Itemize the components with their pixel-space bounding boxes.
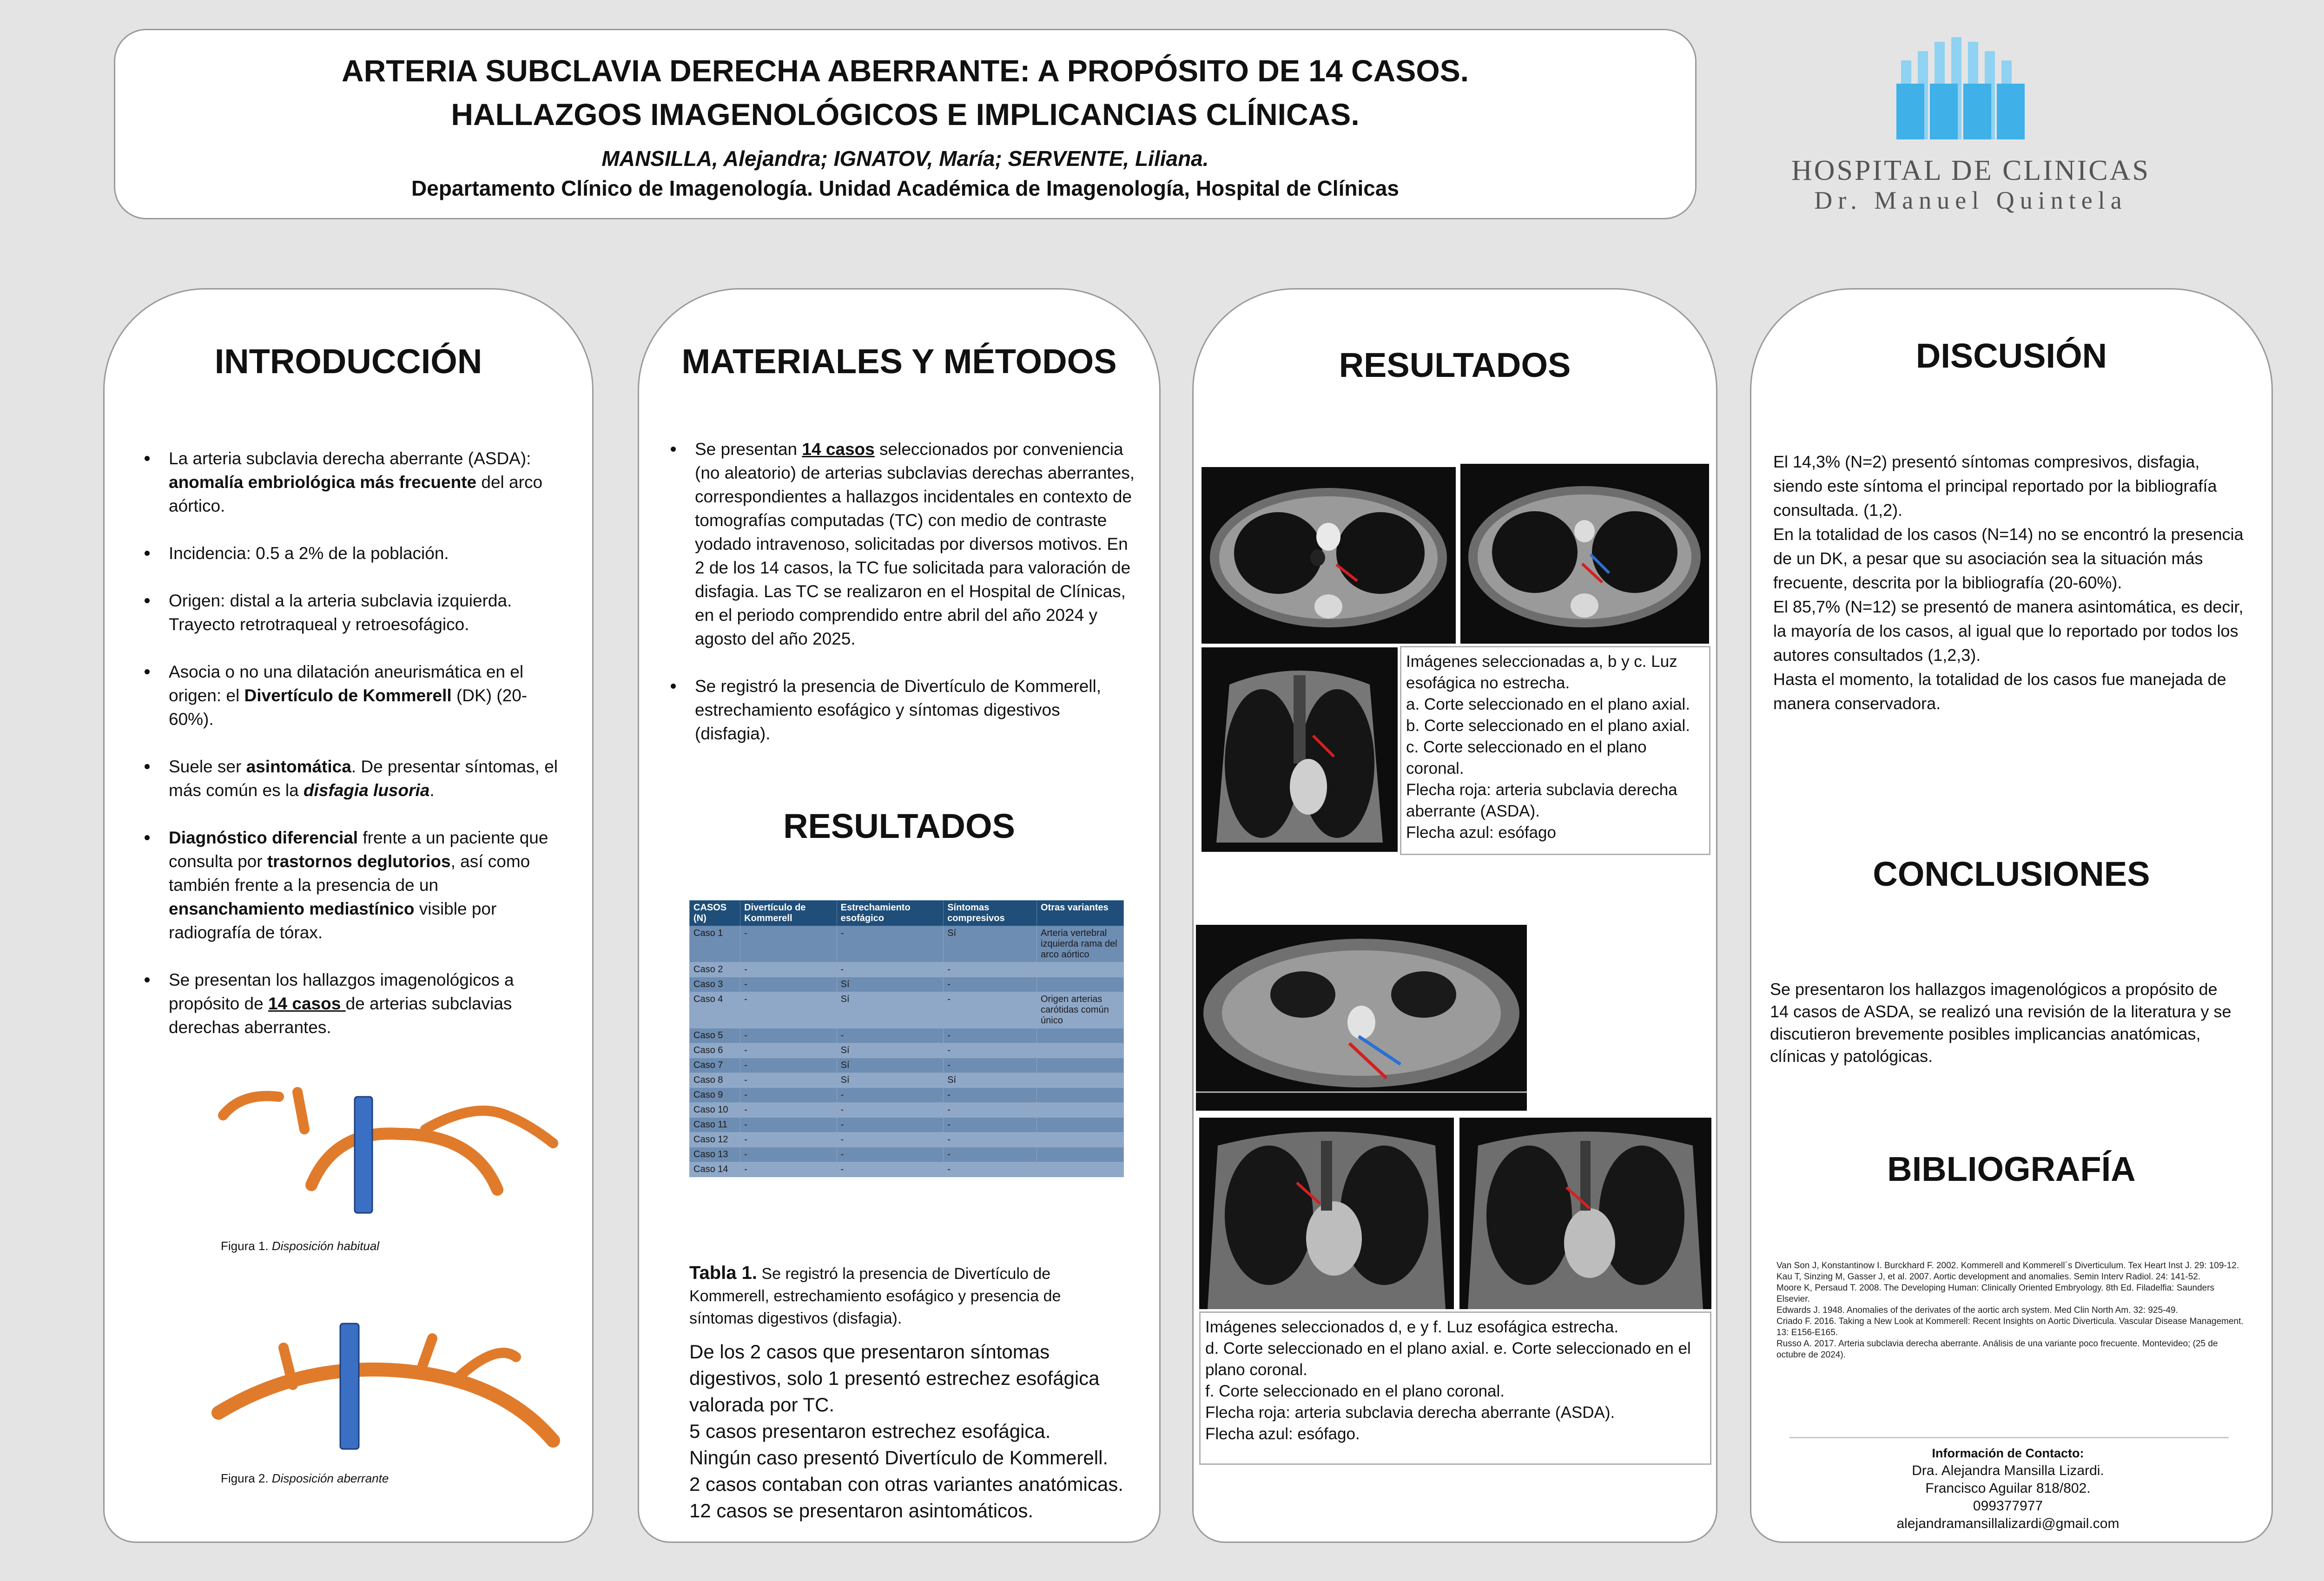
department: Departamento Clínico de Imagenología. Unidad Académica de Imagenología, Hospital de Clínicas [411,176,1399,200]
table-row [690,926,1124,962]
intro-bullet: Se presentan los hallazgos imagenológicos a propósito de 14 casos de arterias subclavias derechas aberrantes. [142,968,569,1039]
table-cell: - [837,1088,944,1103]
hospital-name: HOSPITAL DE CLINICAS [1791,155,2150,186]
contact-address: Francisco Aguilar 818/802. [1925,1481,2091,1496]
discussion-text: El 14,3% (N=2) presentó síntomas compresivos, disfagia, siendo este síntoma el principal reportado por la bibliografía consultada. (1,2). En la totalidad de los casos (N=14) no se encontró la presencia de un DK, a pesar que su asociación sea la situación más frecuente, descrita por la bibliografía (20-60%). El 85,7% (N=12) se presentó de manera asintomática, es decir, la mayoría de los casos, al igual que lo reportado por todos los autores consultados (1,2,3). Hasta el momento, la totalidad de los casos fue manejada de manera conservadora. [1773,452,2244,713]
table-cell [1037,1133,1124,1147]
table-cell [1037,962,1124,977]
table-row [690,992,1124,1028]
hospital-logo-mark [1762,33,2180,158]
bibliography-entry: Moore K, Persaud T. 2008. The Developing Human: Clinically Oriented Embryology. 8th Ed. Filadelfia: Saunders Elsevier. [1776,1283,2215,1304]
table-cell: - [944,1118,1037,1133]
table-cell: Caso 8 [690,1073,740,1088]
table-header-cell: CASOS (N) [690,901,740,926]
table-cell: Sí [837,1073,944,1088]
ct-image-d [1196,925,1527,1111]
contact-info [1780,1444,2236,1533]
table-cell: Caso 7 [690,1058,740,1073]
table-cell: Caso 13 [690,1147,740,1162]
table-cell [1037,1073,1124,1088]
authors: MANSILLA, Alejandra; IGNATOV, María; SERVENTE, Liliana. [601,146,1209,171]
intro-bullet: Origen: distal a la arteria subclavia izquierda. Trayecto retrotraqueal y retroesofágico. [142,589,569,636]
table-cell: Caso 11 [690,1118,740,1133]
methods-title: MATERIALES Y MÉTODOS [681,342,1117,381]
table-row [690,1103,1124,1118]
ct-coronal-e [1199,1118,1454,1309]
intro-bullets [142,447,569,1063]
ct-coronal-f [1459,1118,1711,1309]
table-row [690,1028,1124,1043]
table-cell: - [837,1147,944,1162]
table-cell [1037,1118,1124,1133]
table-cell: - [944,1028,1037,1043]
bibliography-entry: Kau T, Sinzing M, Gasser J, et al. 2007. Aortic development and anomalies. Semin Interv Radiol. 24: 141-52. [1776,1272,2201,1282]
table-cell: - [837,1103,944,1118]
table-cell: - [944,1162,1037,1177]
conclusions-title: CONCLUSIONES [1873,855,2150,893]
table-cell: - [740,977,837,992]
table-cell: - [837,1028,944,1043]
table-cell [1037,977,1124,992]
bibliography-entry: Van Son J, Konstantinow I. Burckhard F. 2002. Kommerell and Kommerell´s Diverticulum. Tex Heart Inst J. 29: 109-12. [1776,1261,2239,1271]
table-cell: - [944,1103,1037,1118]
figure1-normal-arch [214,1078,567,1218]
table-row [690,1133,1124,1147]
methods-summary: De los 2 casos que presentaron síntomas digestivos, solo 1 presentó estrechez esofágica valorada por TC. 5 casos presentaron estrechez esofágica. Ningún caso presentó Divertículo de Kommerell. 2 casos contaban con otras variantes anatómicas. 12 casos se presentaron asintomáticos. [689,1341,1123,1522]
table-row [690,977,1124,992]
table-cell [1037,1058,1124,1073]
ct-image-a [1202,467,1456,644]
table-cell: Caso 1 [690,926,740,962]
table-cell: Sí [837,992,944,1028]
table-cell: - [740,1073,837,1088]
bibliography-entry: Edwards J. 1948. Anomalies of the derivates of the aortic arch system. Med Clin North Am. 32: 925-49. [1776,1305,2178,1315]
contact-name: Dra. Alejandra Mansilla Lizardi. [1912,1463,2104,1478]
bibliography-entry: Russo A. 2017. Arteria subclavia derecha aberrante. Análisis de una variante poco frecuente. Montevideo; (25 de octubre de 2024). [1776,1339,2218,1360]
contact-email[interactable]: alejandramansillalizardi@gmail.com [1896,1516,2119,1531]
bibliography-entry: Criado F. 2016. Taking a New Look at Kommerell: Recent Insights on Aortic Diverticula. Vascular Disease Management. 13: E156-E165. [1776,1317,2244,1337]
ct-coronal-c [1202,647,1398,852]
table-cell: - [944,962,1037,977]
ct-image-e [1199,1118,1454,1309]
table-cell: - [740,1088,837,1103]
methods-bullets [668,437,1137,769]
table-cell: - [837,926,944,962]
title-banner [114,29,1697,219]
table-cell [1037,1103,1124,1118]
bibliography-list [1776,1260,2246,1361]
table-cell: Origen arterias carótidas común único [1037,992,1124,1028]
table-cell: - [740,992,837,1028]
table-cell: - [740,1147,837,1162]
hospital-logo [1762,33,2180,218]
poster-title-line2: HALLAZGOS IMAGENOLÓGICOS E IMPLICANCIAS CLÍNICAS. [451,97,1360,132]
table-cell: Caso 12 [690,1133,740,1147]
table-cell: Caso 3 [690,977,740,992]
intro-bullet: Incidencia: 0.5 a 2% de la población. [142,541,569,565]
table-cell: - [740,926,837,962]
methods-bullet: Se registró la presencia de Divertículo de Kommerell, estrechamiento esofágico y síntomas digestivos (disfagia). [668,674,1137,745]
table-cell: - [740,1103,837,1118]
table-cell: Caso 10 [690,1103,740,1118]
table-cell: Sí [944,926,1037,962]
table-caption: Tabla 1. Se registró la presencia de Divertículo de Kommerell, estrechamiento esofágico y presencia de síntomas digestivos (disfagia). [689,1263,1061,1327]
table-cell: Caso 6 [690,1043,740,1058]
table-cell [1037,1162,1124,1177]
table-cell: - [837,962,944,977]
table-cell [1037,1088,1124,1103]
figure2-caption: Figura 2. Disposición aberrante [221,1471,389,1485]
table-cell [1037,1028,1124,1043]
table-cell [1037,1147,1124,1162]
table-header-cell: Divertículo de Kommerell [740,901,837,926]
figure1-caption: Figura 1. Disposición habitual [221,1239,380,1253]
table-cell: Caso 2 [690,962,740,977]
table-cell: - [740,1162,837,1177]
table-row [690,1073,1124,1088]
table-cell: - [837,1133,944,1147]
table-cell [1037,1043,1124,1058]
intro-bullet: Diagnóstico diferencial frente a un paciente que consulta por trastornos deglutorios, así como también frente a la presencia de un ensanchamiento mediastínico visible por radiografía de tórax. [142,826,569,944]
table-row [690,962,1124,977]
ct-image-b [1460,464,1709,644]
ct-image-c [1202,647,1398,852]
table-cell: - [944,1043,1037,1058]
table-row [690,1147,1124,1162]
table-cell: - [740,1028,837,1043]
table-cell: Caso 4 [690,992,740,1028]
ct-axial-a [1202,467,1456,644]
methods-bullet: Se presentan 14 casos seleccionados por conveniencia (no aleatorio) de arterias subclavias derechas aberrantes, correspondientes a hallazgos incidentales en contexto de tomografías computadas (TC) con medio de contraste yodado intravenoso, solicitadas por diversos motivos. En 2 de los 14 casos, la TC fue solicitada para valoración de disfagia. Las TC se realizaron en el Hospital de Clínicas, en el periodo comprendido entre abril del año 2024 y agosto del año 2025. [668,437,1137,651]
discussion-title: DISCUSIÓN [1915,336,2107,375]
cases-table [689,900,1124,1177]
contact-phone: 099377977 [1973,1498,2043,1514]
contact-divider [1789,1437,2229,1438]
table-cell: - [740,1058,837,1073]
table-row [690,1118,1124,1133]
table-row [690,1088,1124,1103]
table-cell: - [944,977,1037,992]
conclusions-text: Se presentaron los hallazgos imagenológicos a propósito de 14 casos de ASDA, se realizó una revisión de la literatura y se discutieron brevemente posibles implicancias anatómicas, clínicas y patológicas. [1770,980,2232,1066]
table-cell: - [944,1133,1037,1147]
methods-results-title: RESULTADOS [783,807,1015,845]
table-cell: Sí [837,1043,944,1058]
table-cell: - [740,1133,837,1147]
intro-bullet: Suele ser asintomática. De presentar síntomas, el más común es la disfagia lusoria. [142,755,569,802]
table-header-row [690,901,1124,926]
table-cell: Sí [944,1073,1037,1088]
table-cell: - [837,1162,944,1177]
figure2-aberrant-arch [209,1315,572,1455]
table-cell: Caso 9 [690,1088,740,1103]
contact-title: Información de Contacto: [1932,1446,2084,1460]
table-cell: Sí [837,1058,944,1073]
ct-axial-b [1460,464,1709,644]
table-cell: Caso 14 [690,1162,740,1177]
table-cell: - [944,992,1037,1028]
table-cell: Arteria vertebral izquierda rama del arco aórtico [1037,926,1124,962]
table-header-cell: Síntomas compresivos [944,901,1037,926]
ct-image-f [1459,1118,1711,1309]
table-row [690,1058,1124,1073]
table-cell: - [944,1058,1037,1073]
table-cell: Caso 5 [690,1028,740,1043]
table-cell: - [944,1147,1037,1162]
results-caption-2: Imágenes seleccionados d, e y f. Luz esofágica estrecha. d. Corte seleccionado en el plano axial. e. Corte seleccionado en el plano coronal. f. Corte seleccionado en el plano coronal. Flecha roja: arteria subclavia derecha aberrante (ASDA). Flecha azul: esófago. [1199,1311,1711,1465]
intro-bullet: Asocia o no una dilatación aneurismática en el origen: el Divertículo de Kommerell (DK) (20-60%). [142,660,569,731]
intro-title: INTRODUCCIÓN [214,342,482,381]
table-cell: - [740,962,837,977]
hospital-subname: Dr. Manuel Quintela [1814,186,2127,214]
table-row [690,1043,1124,1058]
table-cell: - [740,1118,837,1133]
table-header-cell: Otras variantes [1037,901,1124,926]
table-cell: Sí [837,977,944,992]
results-title: RESULTADOS [1339,346,1571,384]
table-cell: - [837,1118,944,1133]
ct-axial-d [1196,925,1527,1111]
table-cell: - [944,1088,1037,1103]
poster-title-line1: ARTERIA SUBCLAVIA DERECHA ABERRANTE: A PROPÓSITO DE 14 CASOS. [341,53,1469,88]
bibliography-title: BIBLIOGRAFÍA [1887,1150,2136,1188]
intro-bullet: La arteria subclavia derecha aberrante (ASDA): anomalía embriológica más frecuente del arco aórtico. [142,447,569,518]
results-caption-1: Imágenes seleccionadas a, b y c. Luz esofágica no estrecha. a. Corte seleccionado en el plano axial. b. Corte seleccionado en el plano axial. c. Corte seleccionado en el plano coronal. Flecha roja: arteria subclavia derecha aberrante (ASDA). Flecha azul: esófago [1400,646,1710,855]
table-cell: - [740,1043,837,1058]
table-header-cell: Estrechamiento esofágico [837,901,944,926]
table-row [690,1162,1124,1177]
